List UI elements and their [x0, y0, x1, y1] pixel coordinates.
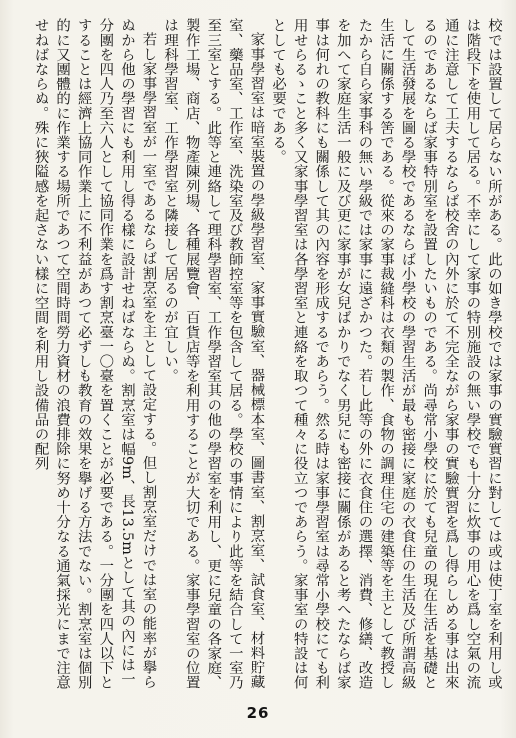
- paragraph: 校では設置して居らない所がある。此の如き學校では家事の實驗實習に對しては或は使丁室を利用し或は階段下を使用して居る。不幸にして家事の特別施設の無い學校でも十分に炊事の用心を爲し空氣の流通に注意して工夫するならば校舍の內外に於て不完全ながら家事の實驗實習を爲し得らしめる事は出來るのであるならば家事特別室を設置したいものである。尚尋常小學校に於ても兒童の現在生活を基礎として生活發展を圖る學校であるならば小學校の學習生活が最も密接に家庭の衣食住の生活及び所謂高級生活に關係する筈である。從來の家事裁縫科は衣類の製作、食物の調理住宅の建築等を主として教授したから自ら家事科の無い學級では家事に遠ざかつた。若し此等の外に衣食住の選擇、消費、修繕、改造を加へて家庭生活一般に及び更に家事が女兒ばかりでなく男兒にも密接に關係があると考へたならば家事は何れの教科にも關係して其の內容を形成するであらう。然る時は家事學習室は尋常小學校にても利用せらるゝこと多く又家事學習室は各學習室と連絡を取つて種々に役立つであらう。家事室の特設は何としても必要である。: [270, 18, 502, 690]
- vertical-text-body: [14, 18, 504, 693]
- page-number: 26: [246, 704, 270, 722]
- paragraph: 家事學習室は暗室裝置の學級學習室、家事實驗室、器械標本室、圖書室、割烹室、試食室、材料貯藏室、藥品室、工作室、洗染室及び教師控室等を包含して居る。學校の事情により此等を結合して一室乃至三室とする。此等と連絡して理科學習室、工作學習室其の他の學習室を利用し、更に兒童の各家庭、製作工場、商店、物產陳列場、各種展覽會、百貨店等を利用することが大切である。家事學習室の位置は理科學習室、工作學習室と隣接して居るのが宜しい。: [162, 18, 265, 690]
- paragraph: 若し家事學習室が一室であるならば割烹室を主として設定する。但し割烹室だけでは室の能率が擧らぬから他の學習にも利用し得る樣に設計せねばならぬ。割烹室は幅9m、長13.5mとして其の內には一分團を四人乃至六人として協同作業を爲す割烹臺一〇臺を置くことが必要である。一分團を四人以下とすることは經濟上協同作業上に不利益があつて必ずしも教育の效果を擧げる方法でない。割烹室は個別的に又團體的に作業する場所であつて空間時間勞力資材の浪費排除に努め十分なる通氣採光にまで注意せねばならぬ。殊に狹隘感を起さない樣に空間を利用し設備品の配列: [32, 18, 157, 690]
